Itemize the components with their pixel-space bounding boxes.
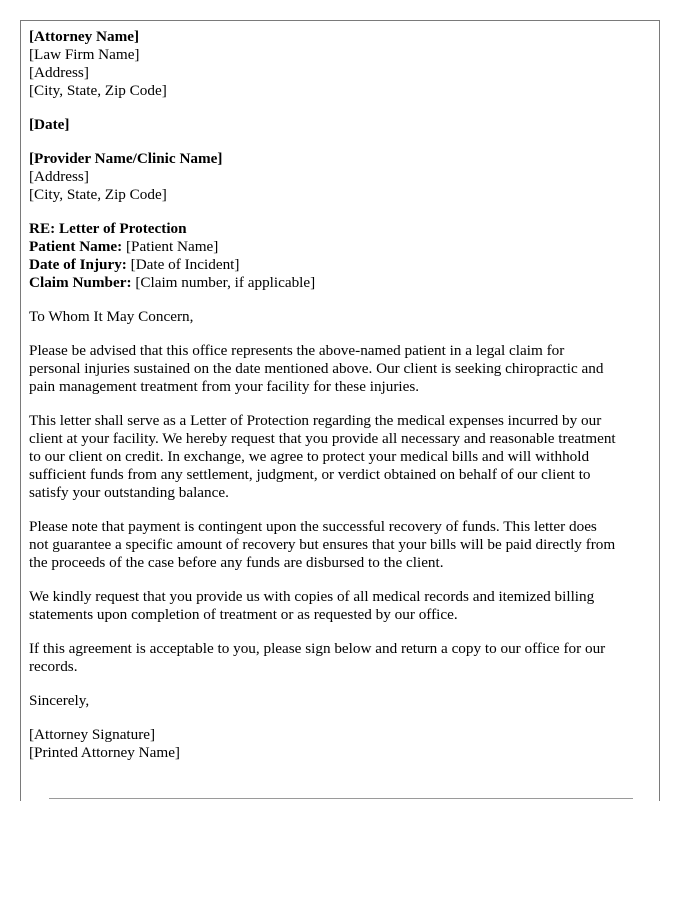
body-paragraph: Please note that payment is contingent upon the successful recovery of funds. This letter does not guarantee a specific amount of recovery but ensures that your bills will be paid directly from the proceeds of the case before any funds are disbursed to the client. [29, 518, 616, 571]
letter-content [29, 28, 619, 778]
printed-attorney-name: [Printed Attorney Name] [29, 744, 180, 761]
letter-date: [Date] [29, 116, 70, 133]
re-claim-value: [Claim number, if applicable] [131, 274, 316, 291]
signature-block [29, 726, 619, 762]
closing: Sincerely, [29, 692, 90, 709]
re-subject: RE: Letter of Protection [29, 220, 187, 237]
re-patient-label: Patient Name: [29, 238, 123, 255]
body-paragraph: This letter shall serve as a Letter of Protection regarding the medical expenses incurred by our client at your facility. We hereby request that you provide all necessary and reasonable treatment to our client on credit. In exchange, we agree to protect your medical bills and will withhold sufficient funds from any settlement, judgment, or verdict obtained on behalf of our client to satisfy your outstanding balance. [29, 412, 616, 501]
recipient-provider-name: [Provider Name/Clinic Name] [29, 150, 223, 167]
body-paragraph: If this agreement is acceptable to you, please sign below and return a copy to our office for our records. [29, 640, 606, 675]
date-block [29, 116, 619, 134]
recipient-address: [Address] [29, 168, 89, 185]
re-patient-line [29, 238, 619, 256]
salutation: To Whom It May Concern, [29, 308, 194, 325]
sender-block [29, 28, 619, 100]
sender-attorney-name: [Attorney Name] [29, 28, 140, 45]
body-paragraph: We kindly request that you provide us with copies of all medical records and itemized billing statements upon completion of treatment or as requested by our office. [29, 588, 595, 623]
re-injury-value: [Date of Incident] [126, 256, 240, 273]
re-injury-line [29, 256, 619, 274]
signature-divider [49, 798, 633, 799]
sender-address: [Address] [29, 64, 89, 81]
sender-city-state-zip: [City, State, Zip Code] [29, 82, 167, 99]
recipient-block [29, 150, 619, 204]
body-paragraph: Please be advised that this office represents the above-named patient in a legal claim for personal injuries sustained on the date mentioned above. Our client is seeking chiropractic and pain management treatment from your facility for these injuries. [29, 342, 604, 395]
re-claim-line [29, 274, 619, 292]
recipient-city-state-zip: [City, State, Zip Code] [29, 186, 167, 203]
sender-law-firm-name: [Law Firm Name] [29, 46, 140, 63]
re-claim-label: Claim Number: [29, 274, 132, 291]
re-block [29, 220, 619, 292]
re-injury-label: Date of Injury: [29, 256, 127, 273]
attorney-signature: [Attorney Signature] [29, 726, 156, 743]
re-patient-value: [Patient Name] [122, 238, 219, 255]
